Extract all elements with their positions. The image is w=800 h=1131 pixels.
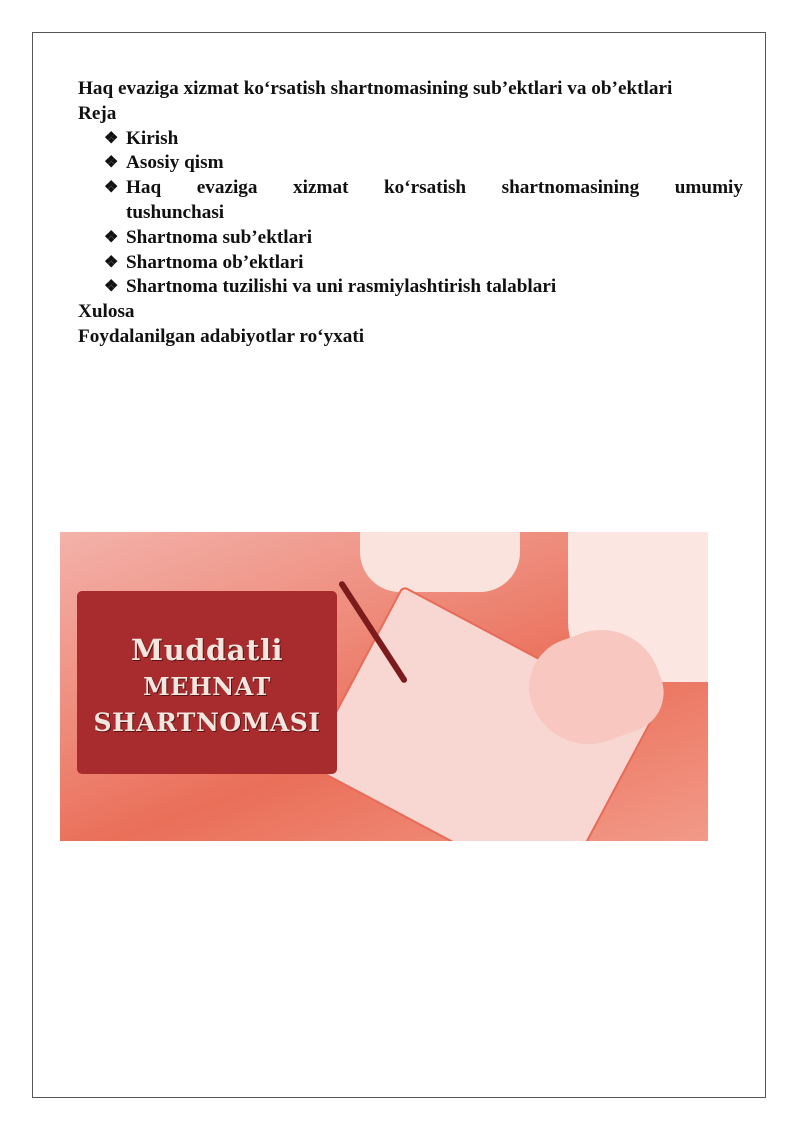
document-title: Haq evaziga xizmat ko‘rsatish shartnomasining sub’ektlari va ob’ektlari xyxy=(78,78,673,99)
sleeve-shape xyxy=(360,532,520,592)
banner-line-2: MEHNAT xyxy=(143,671,271,701)
diamond-bullet-icon: ❖ xyxy=(104,129,119,147)
banner-line-3: SHARTNOMASI xyxy=(93,707,321,737)
plan-item-label-line1: Haq evaziga xizmat ko‘rsatish shartnomasining umumiy xyxy=(126,177,743,199)
plan-item xyxy=(78,127,743,152)
plan-item-label: Shartnoma sub’ektlari xyxy=(126,226,313,248)
plan-item xyxy=(78,151,743,176)
diamond-bullet-icon: ❖ xyxy=(104,278,119,296)
plan-heading: Reja xyxy=(78,102,117,124)
plan-item xyxy=(78,275,743,300)
plan-item-label-line2: tushunchasi xyxy=(126,201,225,223)
plan-item-label: Shartnoma ob’ektlari xyxy=(126,251,304,273)
diamond-bullet-icon: ❖ xyxy=(104,253,119,271)
diamond-bullet-icon: ❖ xyxy=(104,154,119,172)
plan-item-label: Asosiy qism xyxy=(126,152,224,174)
plan-item xyxy=(78,251,743,276)
contract-image xyxy=(60,532,708,841)
diamond-bullet-icon: ❖ xyxy=(104,228,119,246)
plan-item-label: Kirish xyxy=(126,127,179,149)
diamond-bullet-icon: ❖ xyxy=(104,179,119,197)
document-body xyxy=(78,77,743,350)
references-heading: Foydalanilgan adabiyotlar ro‘yxati xyxy=(78,325,365,347)
image-banner xyxy=(77,591,337,774)
plan-item xyxy=(78,176,743,226)
plan-item-label: Shartnoma tuzilishi va uni rasmiylashtirish talablari xyxy=(126,276,557,298)
plan-list xyxy=(78,127,743,301)
banner-line-1: Muddatli xyxy=(131,632,283,667)
conclusion-heading: Xulosa xyxy=(78,301,135,323)
plan-item xyxy=(78,226,743,251)
